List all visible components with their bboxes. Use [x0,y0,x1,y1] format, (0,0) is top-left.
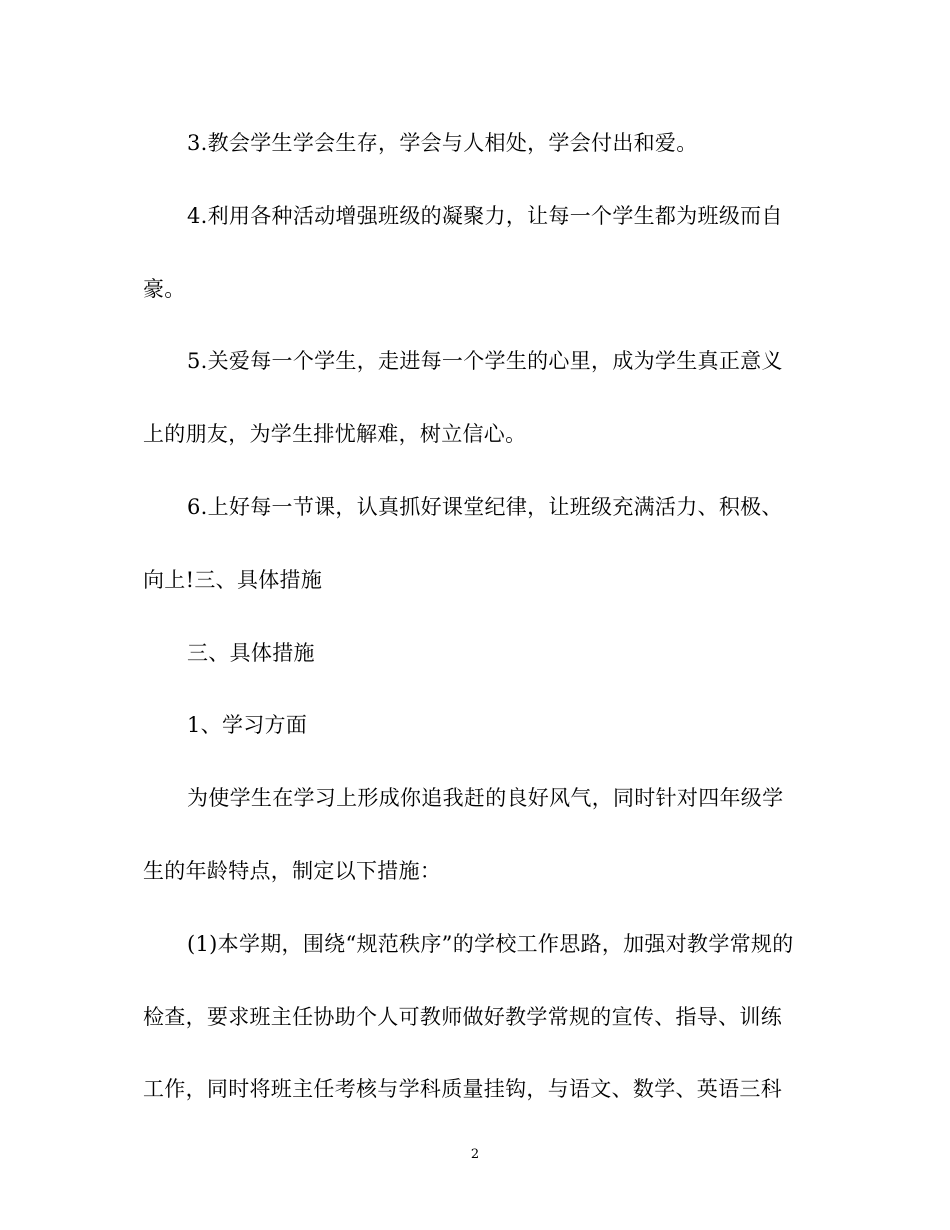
paragraph-line: 6.上好每一节课，认真抓好课堂纪律，让班级充满活力、积极、 [187,494,783,519]
paragraph-line: 检查，要求班主任协助个人可教师做好教学常规的宣传、指导、训练 [143,1004,782,1029]
paragraph-line: 豪。 [143,276,186,301]
subsection-heading: 1、学习方面 [187,713,308,738]
paragraph-line: (1)本学期，围绕“规范秩序”的学校工作思路，加强对教学常规的 [187,931,794,956]
paragraph-line: 工作，同时将班主任考核与学科质量挂钩，与语文、数学、英语三科 [143,1077,782,1102]
paragraph-line: 3.教会学生学会生存，学会与人相处，学会付出和爱。 [187,131,698,155]
paragraph-line: 向上!三、具体措施 [143,567,323,592]
paragraph-line: 上的朋友，为学生排忧解难，树立信心。 [143,422,527,447]
paragraph-line: 生的年龄特点，制定以下措施： [143,858,442,883]
paragraph-line: 为使学生在学习上形成你追我赶的良好风气，同时针对四年级学 [187,786,784,811]
section-heading: 三、具体措施 [187,640,315,665]
page-number: 2 [470,1147,480,1162]
document-body [143,121,807,1140]
paragraph-line: 5.关爱每一个学生，走进每一个学生的心里，成为学生真正意义 [187,349,783,374]
paragraph-line: 4.利用各种活动增强班级的凝聚力，让每一个学生都为班级而自 [187,203,783,228]
